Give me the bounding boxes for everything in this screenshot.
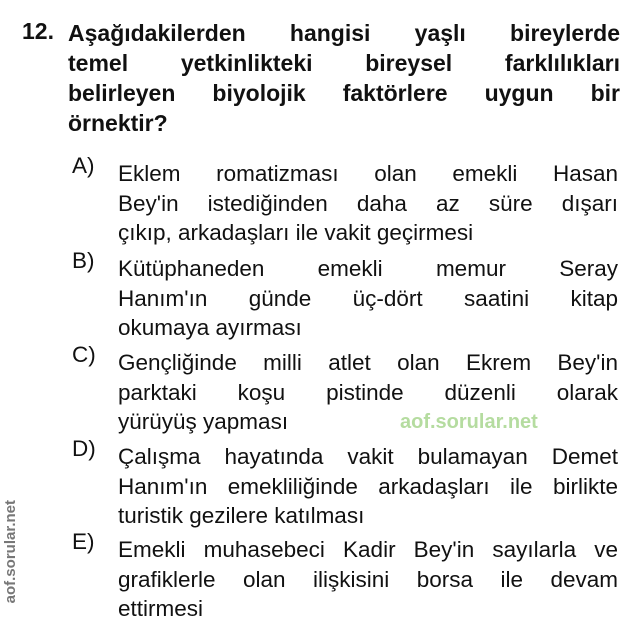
option-line: Hanım'ın günde üç-dört saatini kitap xyxy=(118,285,618,311)
option-line: Gençliğinde milli atlet olan Ekrem Bey'in xyxy=(118,350,618,375)
option-line: okumaya ayırması xyxy=(118,315,302,340)
side-watermark: aof.sorular.net xyxy=(2,500,19,604)
option-line: Emekli muhasebeci Kadir Bey'in sayılarla ve xyxy=(118,537,618,562)
watermark: aof.sorular.net xyxy=(400,411,538,433)
question-number: 12. xyxy=(22,18,54,44)
option-line: Bey'in istediğinden daha az süre dışarı xyxy=(118,190,618,216)
question-text xyxy=(68,18,620,138)
option-label: A) xyxy=(72,153,95,178)
option-line: yürüyüş yapması xyxy=(118,409,289,434)
option-line: grafiklerle olan ilişkisini borsa ile devam xyxy=(118,566,618,592)
option-line: parktaki koşu pistinde düzenli olarak xyxy=(118,379,618,405)
option-label: C) xyxy=(72,342,96,367)
question-line: Aşağıdakilerden hangisi yaşlı bireylerde xyxy=(68,20,620,46)
question-line: belirleyen biyolojik faktörlere uygun bir xyxy=(68,80,620,106)
option-label: E) xyxy=(72,529,95,554)
option-line: turistik gezilere katılması xyxy=(118,503,365,528)
option-line: çıkıp, arkadaşları ile vakit geçirmesi xyxy=(118,220,474,245)
option-line: Hanım'ın emekliliğinde arkadaşları ile birlikte xyxy=(118,473,618,499)
option-line: Eklem romatizması olan emekli Hasan xyxy=(118,161,618,186)
option-line: ettirmesi xyxy=(118,596,204,621)
question-line: örnektir? xyxy=(68,110,168,136)
option-line: Kütüphaneden emekli memur Seray xyxy=(118,256,618,281)
option-label: B) xyxy=(72,248,95,273)
option-line: Çalışma hayatında vakit bulamayan Demet xyxy=(118,444,618,469)
option-label: D) xyxy=(72,436,96,461)
question-line: temel yetkinlikteki bireysel farklılıkları xyxy=(68,50,620,76)
